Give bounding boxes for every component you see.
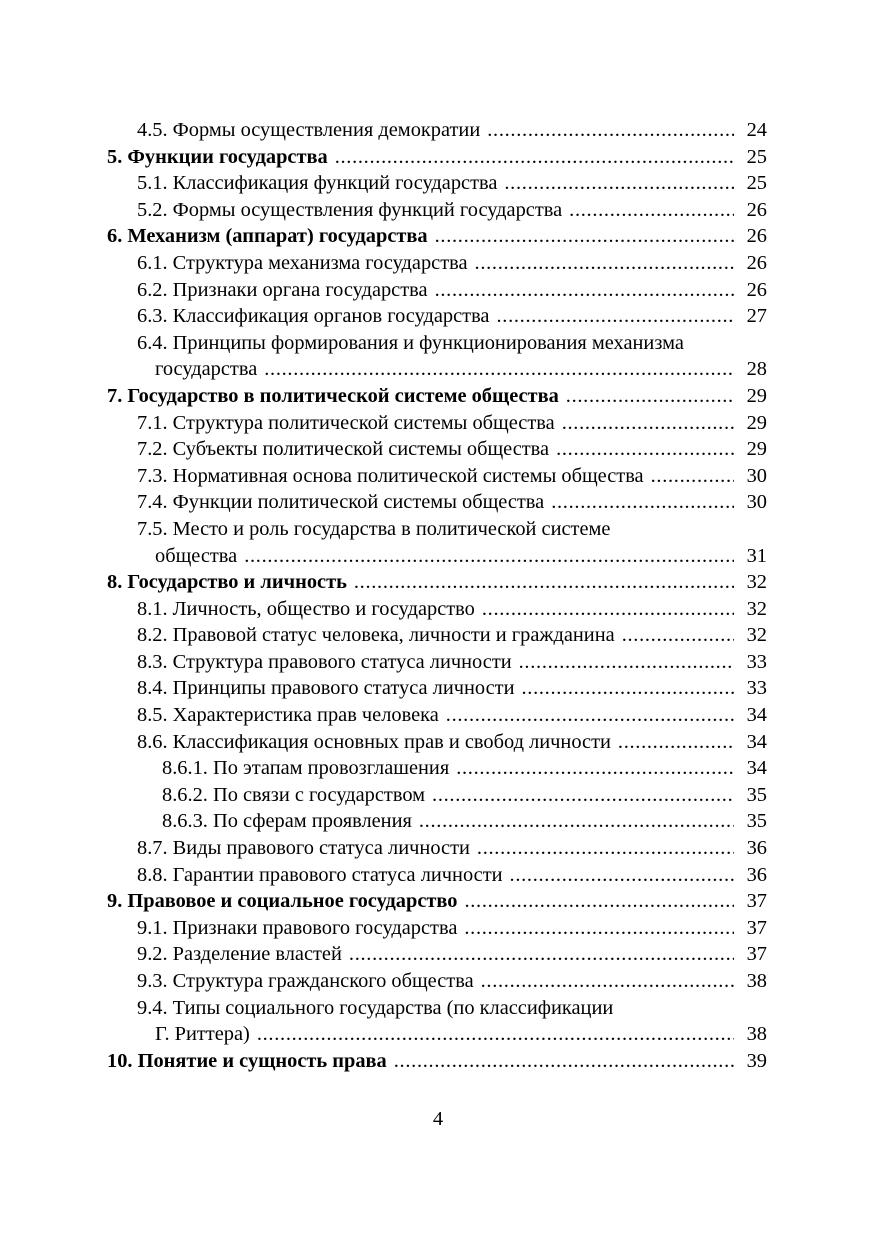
toc-entry-title: 9.2. Разделение властей [137,943,342,966]
toc-entry [107,463,767,490]
toc-entry-title: 6. Механизм (аппарат) государства [107,225,428,248]
toc-entry-title: 8.6. Классификация основных прав и свобод личности [137,730,611,753]
toc-entry-page: 35 [746,783,767,806]
toc-entry-title: 10. Понятие и сущность права [107,1049,387,1072]
dot-leader [496,303,734,330]
dot-leader [618,729,734,756]
dot-leader [264,356,734,383]
toc-entry-page: 37 [746,943,767,966]
toc-entry [107,755,767,782]
dot-leader [566,383,734,410]
toc-entry-title: 5.1. Классификация функций государства [137,172,498,195]
toc-entry-page: 36 [746,837,767,860]
toc-entry-page: 32 [746,597,767,620]
toc-entry-page: 32 [746,571,767,594]
toc-entry-title: 8.7. Виды правового статуса личности [137,837,470,860]
toc-entry-title: 6.4. Принципы формирования и функционирования механизма [137,331,684,354]
toc-entry-page: 37 [746,916,767,939]
dot-leader [244,543,734,570]
dot-leader [569,197,734,224]
toc-entry-page: 34 [746,757,767,780]
dot-leader [446,702,734,729]
page-number: 4 [432,1108,444,1130]
dot-leader [551,489,734,516]
toc-entry [107,596,767,623]
dot-leader [519,649,734,676]
toc-chapter [107,383,767,410]
toc-entry-page: 34 [746,704,767,727]
toc-entry-continuation [107,356,767,383]
toc-entry-title: 8.6.1. По этапам провозглашения [162,757,450,780]
dot-leader [354,569,734,596]
toc-entry [107,516,767,543]
toc-entry-title: 9.4. Типы социального государства (по классификации [137,996,614,1019]
toc-chapter [107,1048,767,1075]
toc-entry-page: 38 [746,1023,767,1046]
toc-entry-page: 26 [746,251,767,274]
toc-entry-page: 38 [746,970,767,992]
toc-entry [107,862,767,889]
toc-entry-page: 28 [746,358,767,381]
toc-entry-page: 29 [746,384,767,407]
toc-chapter [107,144,767,171]
toc-entry [107,436,767,463]
toc-entry [107,303,767,330]
toc-entry-title: 7. Государство в политической системе общества [107,384,559,407]
toc-entry-page: 26 [746,278,767,301]
toc-entry [107,915,767,942]
toc-chapter [107,569,767,596]
toc-chapter [107,888,767,915]
toc-entry-title: 7.3. Нормативная основа политической системы общества [137,464,644,487]
toc-entry-title: 8.5. Характеристика прав человека [137,704,439,727]
dot-leader [335,144,734,171]
dot-leader [562,410,734,437]
toc-entry-page: 24 [746,119,767,141]
toc-entry-page: 29 [746,438,767,461]
toc-entry [107,675,767,702]
toc-entry [107,941,767,968]
toc-entry-title: 9. Правовое и социальное государство [107,890,458,913]
toc-entry-title: 6.3. Классификация органов государства [137,305,490,328]
dot-leader [464,915,734,942]
toc-entry [107,170,767,197]
toc-entry-page: 36 [746,863,767,886]
toc-entry-title: 7.1. Структура политической системы общества [137,411,555,434]
toc-entry-page: 31 [746,544,767,567]
toc-entry-page: 34 [746,730,767,753]
toc-entry-page: 26 [746,225,767,248]
toc-entry-page: 27 [746,305,767,328]
toc-entry-page: 26 [746,198,767,221]
toc-entry-title: 8. Государство и личность [107,571,347,594]
toc-entry-page: 25 [746,145,767,168]
toc-entry-title-cont: общества [155,544,238,567]
toc-entry-page: 32 [746,624,767,647]
dot-leader [435,223,734,250]
toc-entry [107,330,767,357]
dot-leader [432,782,734,809]
toc-entry-title: 7.4. Функции политической системы общества [137,491,545,514]
toc-entry-title: 4.5. Формы осуществления демократии [137,119,481,141]
toc-entry-title: 6.1. Структура механизма государства [137,251,468,274]
dot-leader [394,1048,734,1075]
toc-entry [107,197,767,224]
toc-entry [107,489,767,516]
toc-entry-page: 33 [746,650,767,673]
dot-leader [556,436,734,463]
toc-entry-title: 8.6.3. По сферам проявления [162,810,412,833]
toc-entry-title: 8.1. Личность, общество и государство [137,597,475,620]
toc-entry-title: 6.2. Признаки органа государства [137,278,428,301]
dot-leader [622,622,734,649]
toc-entry [107,808,767,835]
toc-entry-title: 8.2. Правовой статус человека, личности и гражданина [137,624,615,647]
dot-leader [464,888,734,915]
dot-leader [487,117,734,144]
toc-chapter [107,223,767,250]
dot-leader [349,941,734,968]
toc-entry-page: 25 [746,172,767,195]
toc-entry-title: 8.3. Структура правового статуса личности [137,650,512,673]
dot-leader [456,755,734,782]
toc-entry-title: 8.6.2. По связи с государством [162,783,426,806]
dot-leader [482,596,734,623]
toc-entry [107,835,767,862]
toc-entry-title: 8.8. Гарантии правового статуса личности [137,863,503,886]
toc-entry-page: 30 [746,491,767,514]
toc-entry-title-cont: Г. Риттера) [155,1023,250,1046]
dot-leader [522,675,735,702]
dot-leader [477,835,734,862]
dot-leader [257,1021,734,1048]
toc-entry [107,729,767,756]
toc-entry [107,968,767,995]
toc-entry-page: 35 [746,810,767,833]
toc-entry-title: 9.1. Признаки правового государства [137,916,458,939]
toc-entry-page: 30 [746,464,767,487]
dot-leader [651,463,734,490]
toc-entry-continuation [107,1021,767,1048]
toc-entry-continuation [107,543,767,570]
toc-entry-title: 8.4. Принципы правового статуса личности [137,677,515,700]
dot-leader [510,862,734,889]
toc-entry [107,702,767,729]
toc-entry-page: 33 [746,677,767,700]
table-of-contents [107,117,767,1074]
toc-entry-title: 7.5. Место и роль государства в политической системе [137,517,611,540]
toc-entry-title-cont: государства [155,358,258,381]
toc-entry [107,782,767,809]
dot-leader [435,277,734,304]
toc-entry [107,117,767,144]
dot-leader [481,968,734,995]
toc-entry [107,649,767,676]
toc-entry-title: 5.2. Формы осуществления функций государства [137,198,563,221]
toc-entry-title: 7.2. Субъекты политической системы общества [137,438,550,461]
toc-entry-page: 39 [746,1049,767,1072]
toc-entry [107,995,767,1022]
dot-leader [475,250,734,277]
toc-entry-title: 9.3. Структура гражданского общества [137,970,474,992]
dot-leader [504,170,734,197]
toc-entry-page: 29 [746,411,767,434]
toc-entry [107,410,767,437]
dot-leader [419,808,734,835]
toc-entry [107,250,767,277]
toc-entry-title: 5. Функции государства [107,145,328,168]
toc-entry-page: 37 [746,890,767,913]
toc-entry [107,622,767,649]
toc-entry [107,277,767,304]
